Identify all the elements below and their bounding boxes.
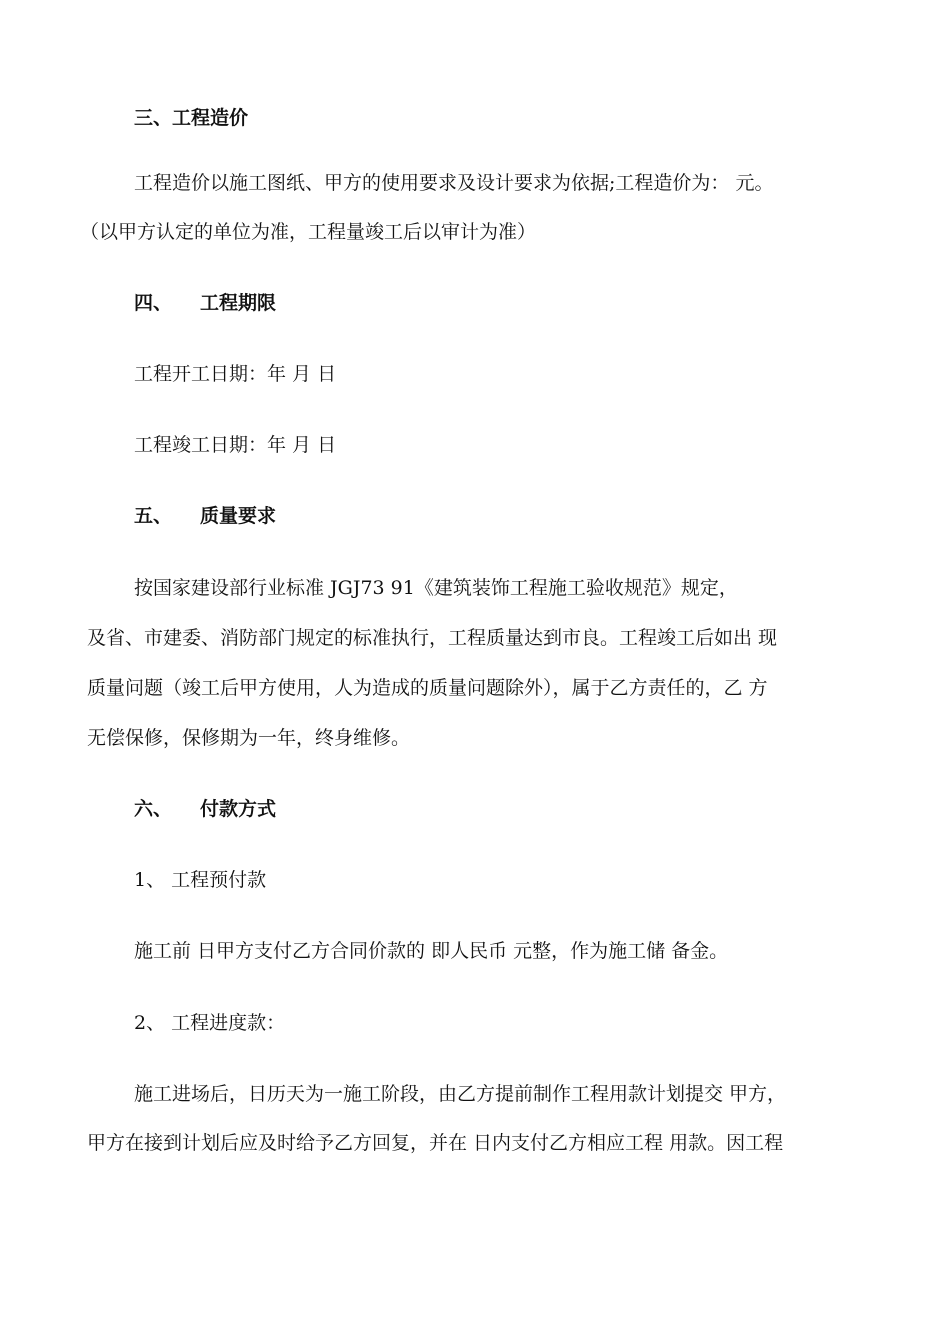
section-3-text: 工程造价以施工图纸、甲方的使用要求及设计要求为依据;工程造价为： 元。	[134, 172, 774, 194]
section-heading-6	[134, 797, 924, 821]
section-5-paragraph-line-4: 无偿保修，保修期为一年，终身维修。	[87, 727, 411, 749]
end-date-line: 工程竣工日期：年 月 日	[134, 434, 337, 456]
section-heading-4	[134, 291, 924, 315]
section-3-paragraph-line-1	[134, 171, 878, 195]
payment-item-2-label: 2、 工程进度款：	[134, 1012, 286, 1034]
section-5-paragraph-line-1: 按国家建设部行业标准 JGJ73 91《建筑装饰工程施工验收规范》规定，	[134, 577, 738, 599]
section-5-paragraph-line-3: 质量问题（竣工后甲方使用，人为造成的质量问题除外），属于乙方责任的，乙 方	[87, 677, 768, 699]
section-number: 四、	[134, 292, 173, 314]
payment-item-1-text: 施工前 日甲方支付乙方合同价款的 即人民币 元整，作为施工储 备金。	[134, 940, 729, 962]
payment-item-2-line-2: 甲方在接到计划后应及时给予乙方回复，并在 日内支付乙方相应工程 用款。因工程	[87, 1132, 784, 1154]
section-title: 付款方式	[200, 798, 277, 820]
payment-item-2-line-1: 施工进场后，日历天为一施工阶段，由乙方提前制作工程用款计划提交 甲方，	[134, 1083, 787, 1105]
section-title: 工程期限	[200, 292, 277, 314]
section-3-paragraph-line-2: （以甲方认定的单位为准，工程量竣工后以审计为准）	[80, 221, 537, 243]
section-heading-5	[134, 504, 924, 528]
payment-item-1-label: 1、 工程预付款	[134, 869, 267, 891]
section-number: 六、	[134, 798, 173, 820]
start-date-line: 工程开工日期：年 月 日	[134, 363, 337, 385]
section-title: 质量要求	[200, 505, 277, 527]
section-number: 五、	[134, 505, 173, 527]
section-heading-3: 三、工程造价	[134, 107, 249, 129]
section-5-paragraph-line-2: 及省、市建委、消防部门规定的标准执行，工程质量达到市良。工程竣工后如出 现	[87, 627, 778, 649]
